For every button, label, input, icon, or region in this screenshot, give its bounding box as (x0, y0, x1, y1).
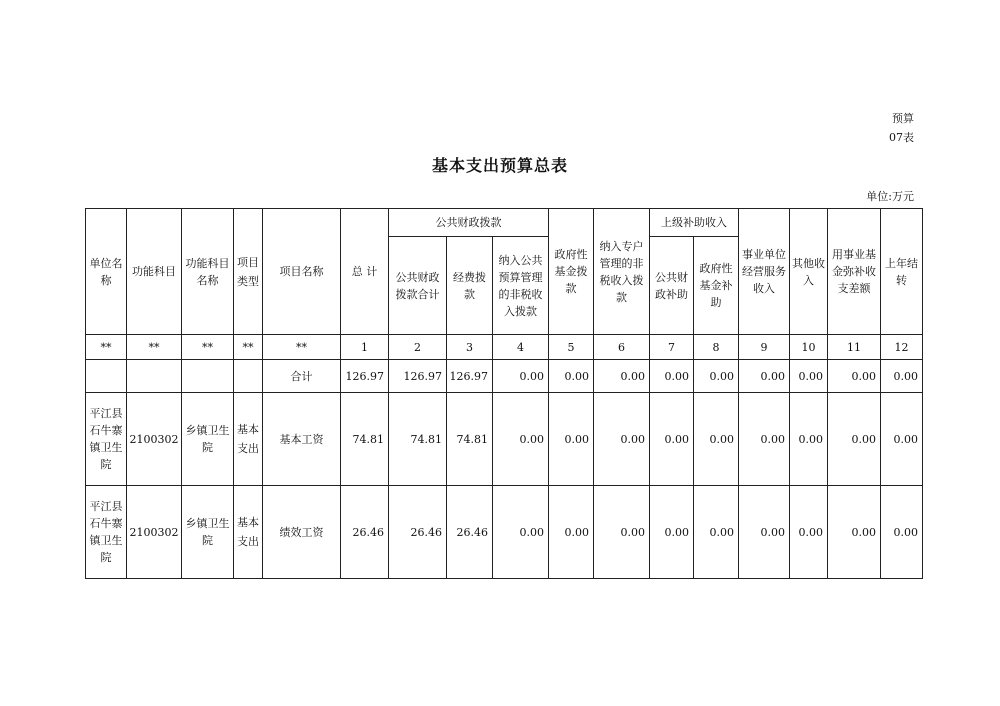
value-cell: 26.46 (389, 486, 447, 579)
table-number-line2: 07表 (889, 131, 914, 144)
value-cell: 0.00 (493, 393, 549, 486)
sum-value: 126.97 (341, 360, 389, 393)
header-gov-fund: 政府性基金拨款 (549, 209, 594, 335)
sum-value: 0.00 (881, 360, 923, 393)
header-func-code: 功能科目 (127, 209, 182, 335)
table-number-line1: 预算 (892, 112, 914, 125)
type-cell: 基本支出 (234, 486, 263, 579)
header-carryover: 上年结转 (881, 209, 923, 335)
sum-value: 0.00 (694, 360, 739, 393)
index-cell: 8 (694, 335, 739, 360)
header-proj-name: 项目名称 (263, 209, 341, 335)
value-cell: 26.46 (447, 486, 493, 579)
sum-value: 0.00 (650, 360, 694, 393)
sum-value: 0.00 (493, 360, 549, 393)
header-special-nontax: 纳入专户管理的非税收入拨款 (594, 209, 650, 335)
header-pf-nontax: 纳入公共预算管理的非税收入拨款 (493, 237, 549, 335)
value-cell: 74.81 (447, 393, 493, 486)
header-other: 其他收入 (790, 209, 828, 335)
index-cell: 6 (594, 335, 650, 360)
value-cell: 0.00 (790, 486, 828, 579)
index-cell: 4 (493, 335, 549, 360)
empty-cell (86, 360, 127, 393)
header-row-top (86, 209, 923, 237)
header-pf-total: 公共财政拨款合计 (389, 237, 447, 335)
header-fund-balance: 用事业基金弥补收支差额 (828, 209, 881, 335)
table-row (86, 486, 923, 579)
value-cell: 74.81 (389, 393, 447, 486)
type-cell: 基本支出 (234, 393, 263, 486)
value-cell: 0.00 (739, 486, 790, 579)
header-business: 事业单位经营服务收入 (739, 209, 790, 335)
header-unit-name: 单位名称 (86, 209, 127, 335)
empty-cell (127, 360, 182, 393)
empty-cell (234, 360, 263, 393)
value-cell: 26.46 (341, 486, 389, 579)
sum-value: 0.00 (828, 360, 881, 393)
index-cell: 5 (549, 335, 594, 360)
value-cell: 0.00 (694, 393, 739, 486)
sum-row (86, 360, 923, 393)
sum-label: 合计 (263, 360, 341, 393)
empty-cell (182, 360, 234, 393)
index-cell: ** (127, 335, 182, 360)
table-row (86, 393, 923, 486)
func-name-cell: 乡镇卫生院 (182, 486, 234, 579)
page-title: 基本支出预算总表 (431, 156, 568, 175)
index-cell: 10 (790, 335, 828, 360)
header-pf-expense: 经费拨款 (447, 237, 493, 335)
index-cell: ** (86, 335, 127, 360)
header-func-name: 功能科目名称 (182, 209, 234, 335)
value-cell: 0.00 (881, 393, 923, 486)
value-cell: 0.00 (828, 486, 881, 579)
value-cell: 0.00 (694, 486, 739, 579)
header-sup-public: 公共财政补助 (650, 237, 694, 335)
value-cell: 0.00 (790, 393, 828, 486)
sum-value: 0.00 (594, 360, 650, 393)
index-cell: 12 (881, 335, 923, 360)
value-cell: 0.00 (739, 393, 790, 486)
value-cell: 0.00 (881, 486, 923, 579)
unit-label: 单位:万元 (866, 190, 914, 203)
sum-value: 0.00 (790, 360, 828, 393)
index-cell: ** (263, 335, 341, 360)
value-cell: 0.00 (594, 486, 650, 579)
sum-value: 126.97 (447, 360, 493, 393)
sum-value: 0.00 (549, 360, 594, 393)
code-cell: 2100302 (127, 486, 182, 579)
index-cell: 3 (447, 335, 493, 360)
header-proj-type: 项目类型 (234, 209, 263, 335)
unit-cell: 平江县石牛寨镇卫生院 (86, 393, 127, 486)
value-cell: 0.00 (650, 486, 694, 579)
value-cell: 0.00 (828, 393, 881, 486)
value-cell: 0.00 (549, 486, 594, 579)
name-cell: 基本工资 (263, 393, 341, 486)
value-cell: 0.00 (594, 393, 650, 486)
name-cell: 绩效工资 (263, 486, 341, 579)
value-cell: 0.00 (493, 486, 549, 579)
index-cell: 2 (389, 335, 447, 360)
value-cell: 0.00 (549, 393, 594, 486)
index-cell: 9 (739, 335, 790, 360)
header-superior: 上级补助收入 (650, 209, 739, 237)
func-name-cell: 乡镇卫生院 (182, 393, 234, 486)
sum-value: 0.00 (739, 360, 790, 393)
value-cell: 74.81 (341, 393, 389, 486)
index-cell: ** (182, 335, 234, 360)
index-cell: ** (234, 335, 263, 360)
header-total: 总 计 (341, 209, 389, 335)
value-cell: 0.00 (650, 393, 694, 486)
code-cell: 2100302 (127, 393, 182, 486)
budget-table (85, 208, 923, 579)
header-sup-fund: 政府性基金补助 (694, 237, 739, 335)
sum-value: 126.97 (389, 360, 447, 393)
index-cell: 11 (828, 335, 881, 360)
header-public-finance: 公共财政拨款 (389, 209, 549, 237)
index-row (86, 335, 923, 360)
index-cell: 7 (650, 335, 694, 360)
index-cell: 1 (341, 335, 389, 360)
unit-cell: 平江县石牛寨镇卫生院 (86, 486, 127, 579)
